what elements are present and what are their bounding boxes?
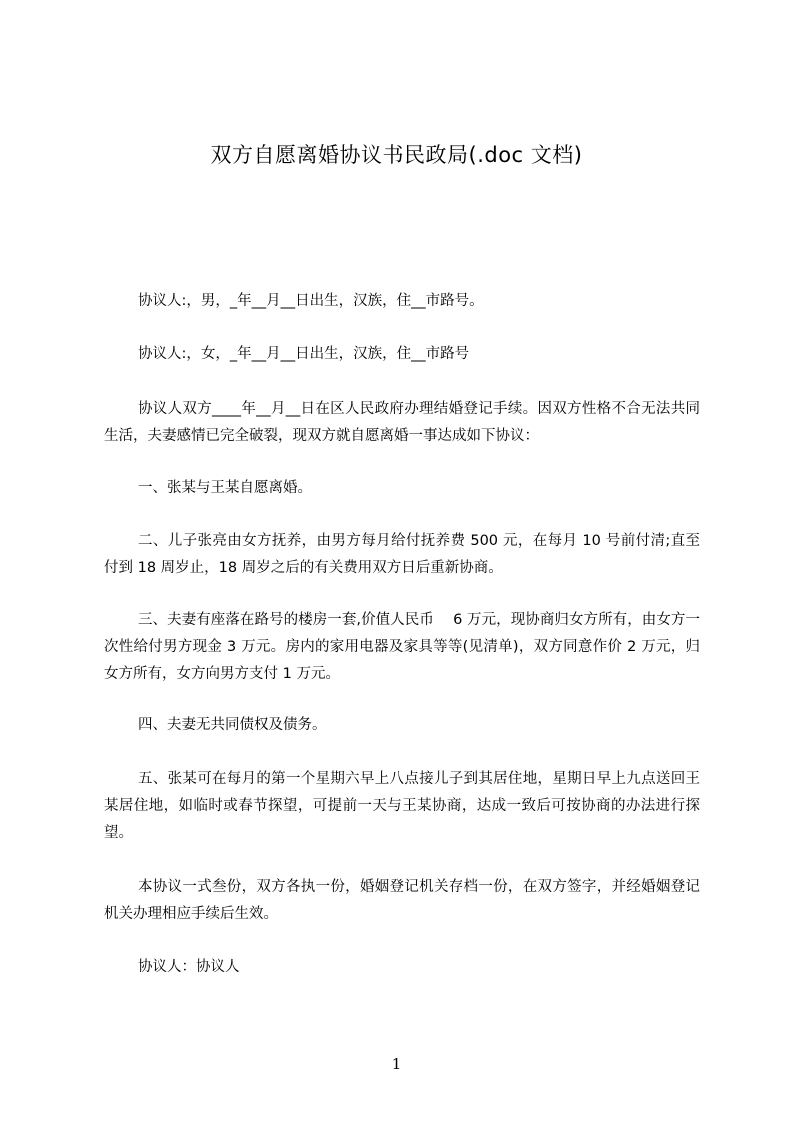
page-number: 1	[391, 1055, 402, 1073]
document-title: 双方自愿离婚协议书民政局(.doc 文档)	[210, 143, 583, 167]
signature-line: 协议人：协议人	[138, 959, 240, 975]
party-male-paragraph: 协议人:，男，_年__月__日出生，汉族，住__市路号。	[138, 293, 484, 309]
clause-5-paragraph: 五、张某可在每月的第一个星期六早上八点接儿子到其居住地，星期日早上九点送回王某居住地，如临时或春节探望，可提前一天与王某协商，达成一致后可按协商的办法进行探望。	[104, 771, 700, 841]
clause-1-paragraph: 一、张某与王某自愿离婚。	[138, 480, 312, 496]
clause-2-paragraph: 二、儿子张亮由女方抚养，由男方每月给付抚养费 500 元，在每月 10 号前付清;直至付到 18 周岁止，18 周岁之后的有关费用双方日后重新协商。	[104, 533, 700, 576]
effectiveness-paragraph: 本协议一式叁份，双方各执一份，婚姻登记机关存档一份，在双方签字，并经婚姻登记机关办理相应手续后生效。	[104, 879, 700, 922]
clause-3-paragraph: 三、夫妻有座落在路号的楼房一套,价值人民币 6 万元，现协商归女方所有，由女方一次性给付男方现金 3 万元。房内的家用电器及家具等等(见清单)，双方同意作价 2 万元，归女方所有，女方向男方支付 1 万元。	[104, 612, 700, 682]
party-female-paragraph: 协议人:，女，_年__月__日出生，汉族，住__市路号	[138, 346, 470, 362]
preamble-paragraph: 协议人双方____年__月__日在区人民政府办理结婚登记手续。因双方性格不合无法共同生活，夫妻感情已完全破裂，现双方就自愿离婚一事达成如下协议：	[104, 401, 700, 444]
clause-4-paragraph: 四、夫妻无共同债权及债务。	[138, 717, 327, 733]
